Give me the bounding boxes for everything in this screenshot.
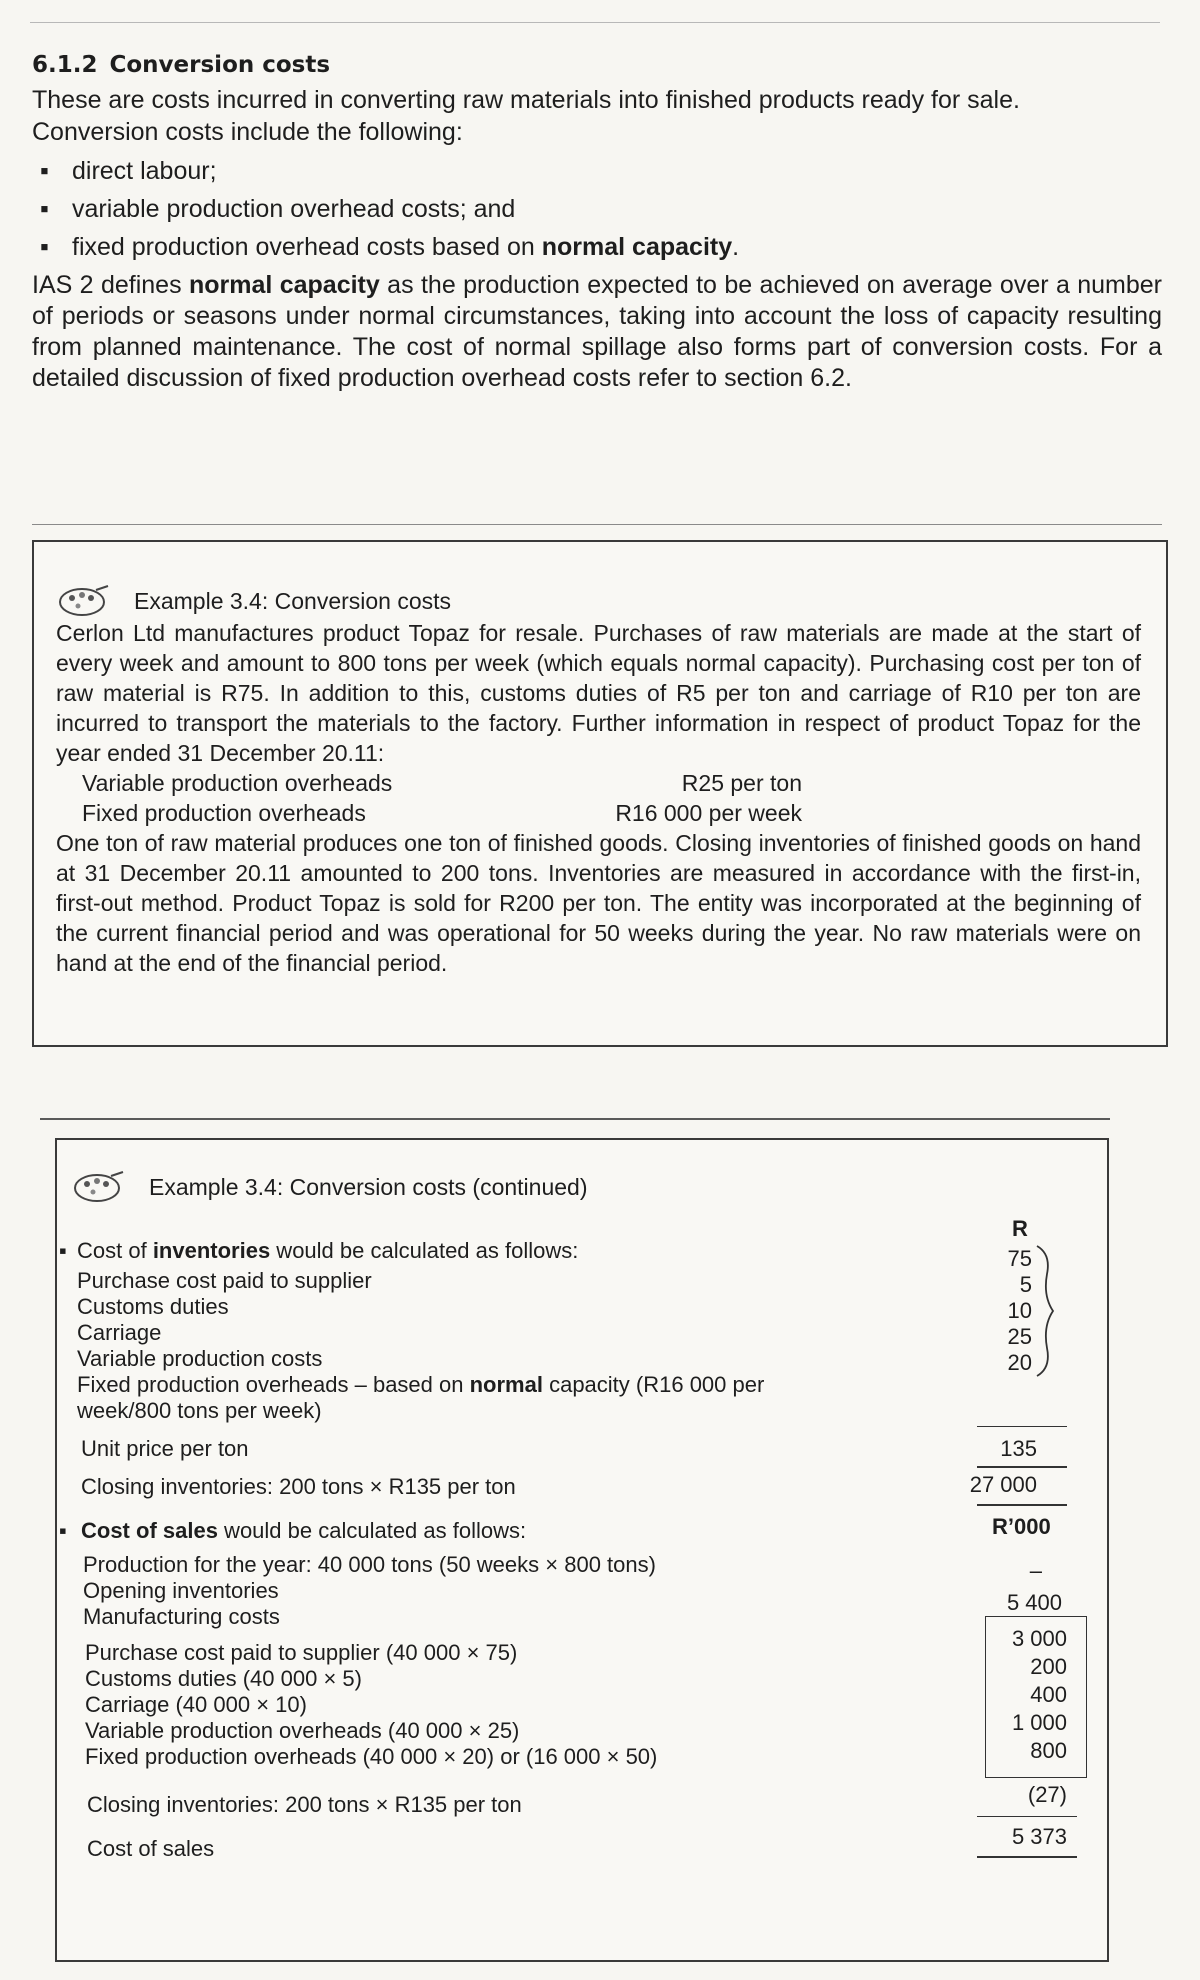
conversion-cost-list xyxy=(32,152,1162,266)
closing-inv-value: 27 000 xyxy=(969,1472,1037,1497)
cost-of-sales-value: 5 373 xyxy=(1011,1824,1067,1849)
section-intro-line2: Conversion costs include the following: xyxy=(32,118,463,146)
info-row: Fixed production overheads R16 000 per week xyxy=(82,800,802,826)
example-paragraph: One ton of raw material produces one ton of finished goods. Closing inventories of finished goods on hand at 31 December 20.11 amounted to 200 tons. Inventories are measured in accordance with the first-in, first-out method. Product Topaz is sold for R200 per ton. The entity was incorporated at the beginning of the current financial period and was operational for 50 weeks during the year. No raw materials were on hand at the end of the financial period. xyxy=(56,830,1141,976)
inv-line-label: Purchase cost paid to supplier xyxy=(77,1268,372,1293)
unit-price-value: 135 xyxy=(1000,1436,1037,1461)
example-body xyxy=(56,618,1141,978)
inv-line-label: Fixed production overheads – based on normal capacity (R16 000 per xyxy=(77,1372,765,1397)
mfg-line-label: Customs duties (40 000 × 5) xyxy=(85,1666,362,1691)
inv-line-value: 75 xyxy=(1007,1246,1032,1271)
production-label: Production for the year: 40 000 tons (50 weeks × 800 tons) xyxy=(83,1552,656,1577)
example-continued-box xyxy=(55,1138,1109,1962)
section-title: Conversion costs xyxy=(109,52,331,78)
example-box xyxy=(32,540,1168,1047)
example-divider xyxy=(40,1118,1110,1120)
closing-label: Closing inventories: 200 tons × R135 per ton xyxy=(87,1792,522,1817)
example-header xyxy=(56,584,451,618)
mfg-line-value: 200 xyxy=(1030,1654,1067,1679)
bullet-icon: ▪ xyxy=(40,233,49,261)
opening-inv-value: – xyxy=(1029,1558,1042,1583)
list-item: ▪ variable production overhead costs; and xyxy=(32,190,1162,228)
list-item: ▪ direct labour; xyxy=(32,152,1162,190)
inventories-intro: Cost of inventories would be calculated as follows: xyxy=(77,1238,579,1263)
closing-inv-label: Closing inventories: 200 tons × R135 per ton xyxy=(81,1474,516,1499)
double-total-line xyxy=(977,1856,1077,1858)
inv-line-label: Customs duties xyxy=(77,1294,229,1319)
section-heading xyxy=(32,52,1162,78)
normal-capacity-definition: IAS 2 defines normal capacity as the production expected to be achieved on average over a number of periods or seasons under normal circumstances, taking into account the loss of capacity resulting from planned maintenance. The cost of normal spillage also forms part of conversion costs. For a detailed discussion of fixed production overhead costs refer to section 6.2. xyxy=(32,271,1163,392)
inv-line-value: 5 xyxy=(1019,1272,1032,1297)
info-row: Variable production overheads R25 per ton xyxy=(82,770,802,796)
section-intro-line1: These are costs incurred in converting raw materials into finished products ready for sale. xyxy=(32,86,1020,114)
list-item: ▪ fixed production overhead costs based on normal capacity. xyxy=(32,228,1162,266)
mfg-line-label: Carriage (40 000 × 10) xyxy=(85,1692,307,1717)
palette-icon xyxy=(71,1170,127,1204)
example-divider xyxy=(32,524,1162,525)
column-header-r: R xyxy=(1012,1216,1028,1241)
opening-inv-label: Opening inventories xyxy=(83,1578,279,1603)
mfg-line-label: Fixed production overheads (40 000 × 20) or (16 000 × 50) xyxy=(85,1744,658,1769)
double-total-line xyxy=(977,1504,1067,1506)
palette-icon xyxy=(56,584,112,618)
example-title: Example 3.4: Conversion costs xyxy=(134,587,452,614)
example-header xyxy=(71,1170,588,1204)
example-paragraph: Cerlon Ltd manufactures product Topaz for resale. Purchases of raw materials are made at the start of every week and amount to 800 tons per week (which equals normal capacity). Purchasing cost per ton of raw material is R75. In addition to this, customs duties of R5 per ton and carriage of R10 per ton are incurred to transport the materials to the factory. Further information in respect of product Topaz for the year ended 31 December 20.11: xyxy=(56,620,1141,766)
bullet-icon: ▪ xyxy=(40,157,49,185)
mfg-line-label: Purchase cost paid to supplier (40 000 × 75) xyxy=(85,1640,518,1665)
bracket-icon xyxy=(1035,1244,1057,1378)
total-line xyxy=(977,1466,1067,1468)
closing-value: (27) xyxy=(1027,1782,1067,1807)
cost-of-sales-intro: Cost of sales would be calculated as follows: xyxy=(81,1518,527,1543)
mfg-line-label: Variable production overheads (40 000 × 25) xyxy=(85,1718,520,1743)
inv-line-value: 20 xyxy=(1007,1350,1032,1375)
bullet-icon: ▪ xyxy=(59,1238,67,1263)
mfg-line-value: 400 xyxy=(1030,1682,1067,1707)
mfg-line-value: 800 xyxy=(1030,1738,1067,1763)
mfg-line-value: 3 000 xyxy=(1011,1626,1067,1651)
inv-line-label: Variable production costs xyxy=(77,1346,323,1371)
top-divider xyxy=(30,22,1160,23)
inv-line-label: Carriage xyxy=(77,1320,162,1345)
section-number: 6.1.2 xyxy=(32,52,98,78)
bullet-icon: ▪ xyxy=(40,195,49,223)
column-header-r000: R’000 xyxy=(992,1514,1051,1539)
cost-of-sales-label: Cost of sales xyxy=(87,1836,215,1861)
inv-line-value: 25 xyxy=(1007,1324,1032,1349)
example-title: Example 3.4: Conversion costs (continued) xyxy=(149,1173,588,1200)
mfg-line-value: 1 000 xyxy=(1011,1710,1067,1735)
subtotal-line xyxy=(977,1816,1077,1817)
inv-line-value: 10 xyxy=(1007,1298,1032,1323)
inv-line-label-cont: week/800 tons per week) xyxy=(77,1398,322,1423)
bullet-icon: ▪ xyxy=(59,1518,67,1543)
section-conversion-costs xyxy=(32,52,1162,394)
subtotal-line xyxy=(977,1426,1067,1427)
unit-price-label: Unit price per ton xyxy=(81,1436,249,1461)
manufacturing-value: 5 400 xyxy=(1006,1590,1062,1615)
manufacturing-label: Manufacturing costs xyxy=(83,1604,280,1629)
